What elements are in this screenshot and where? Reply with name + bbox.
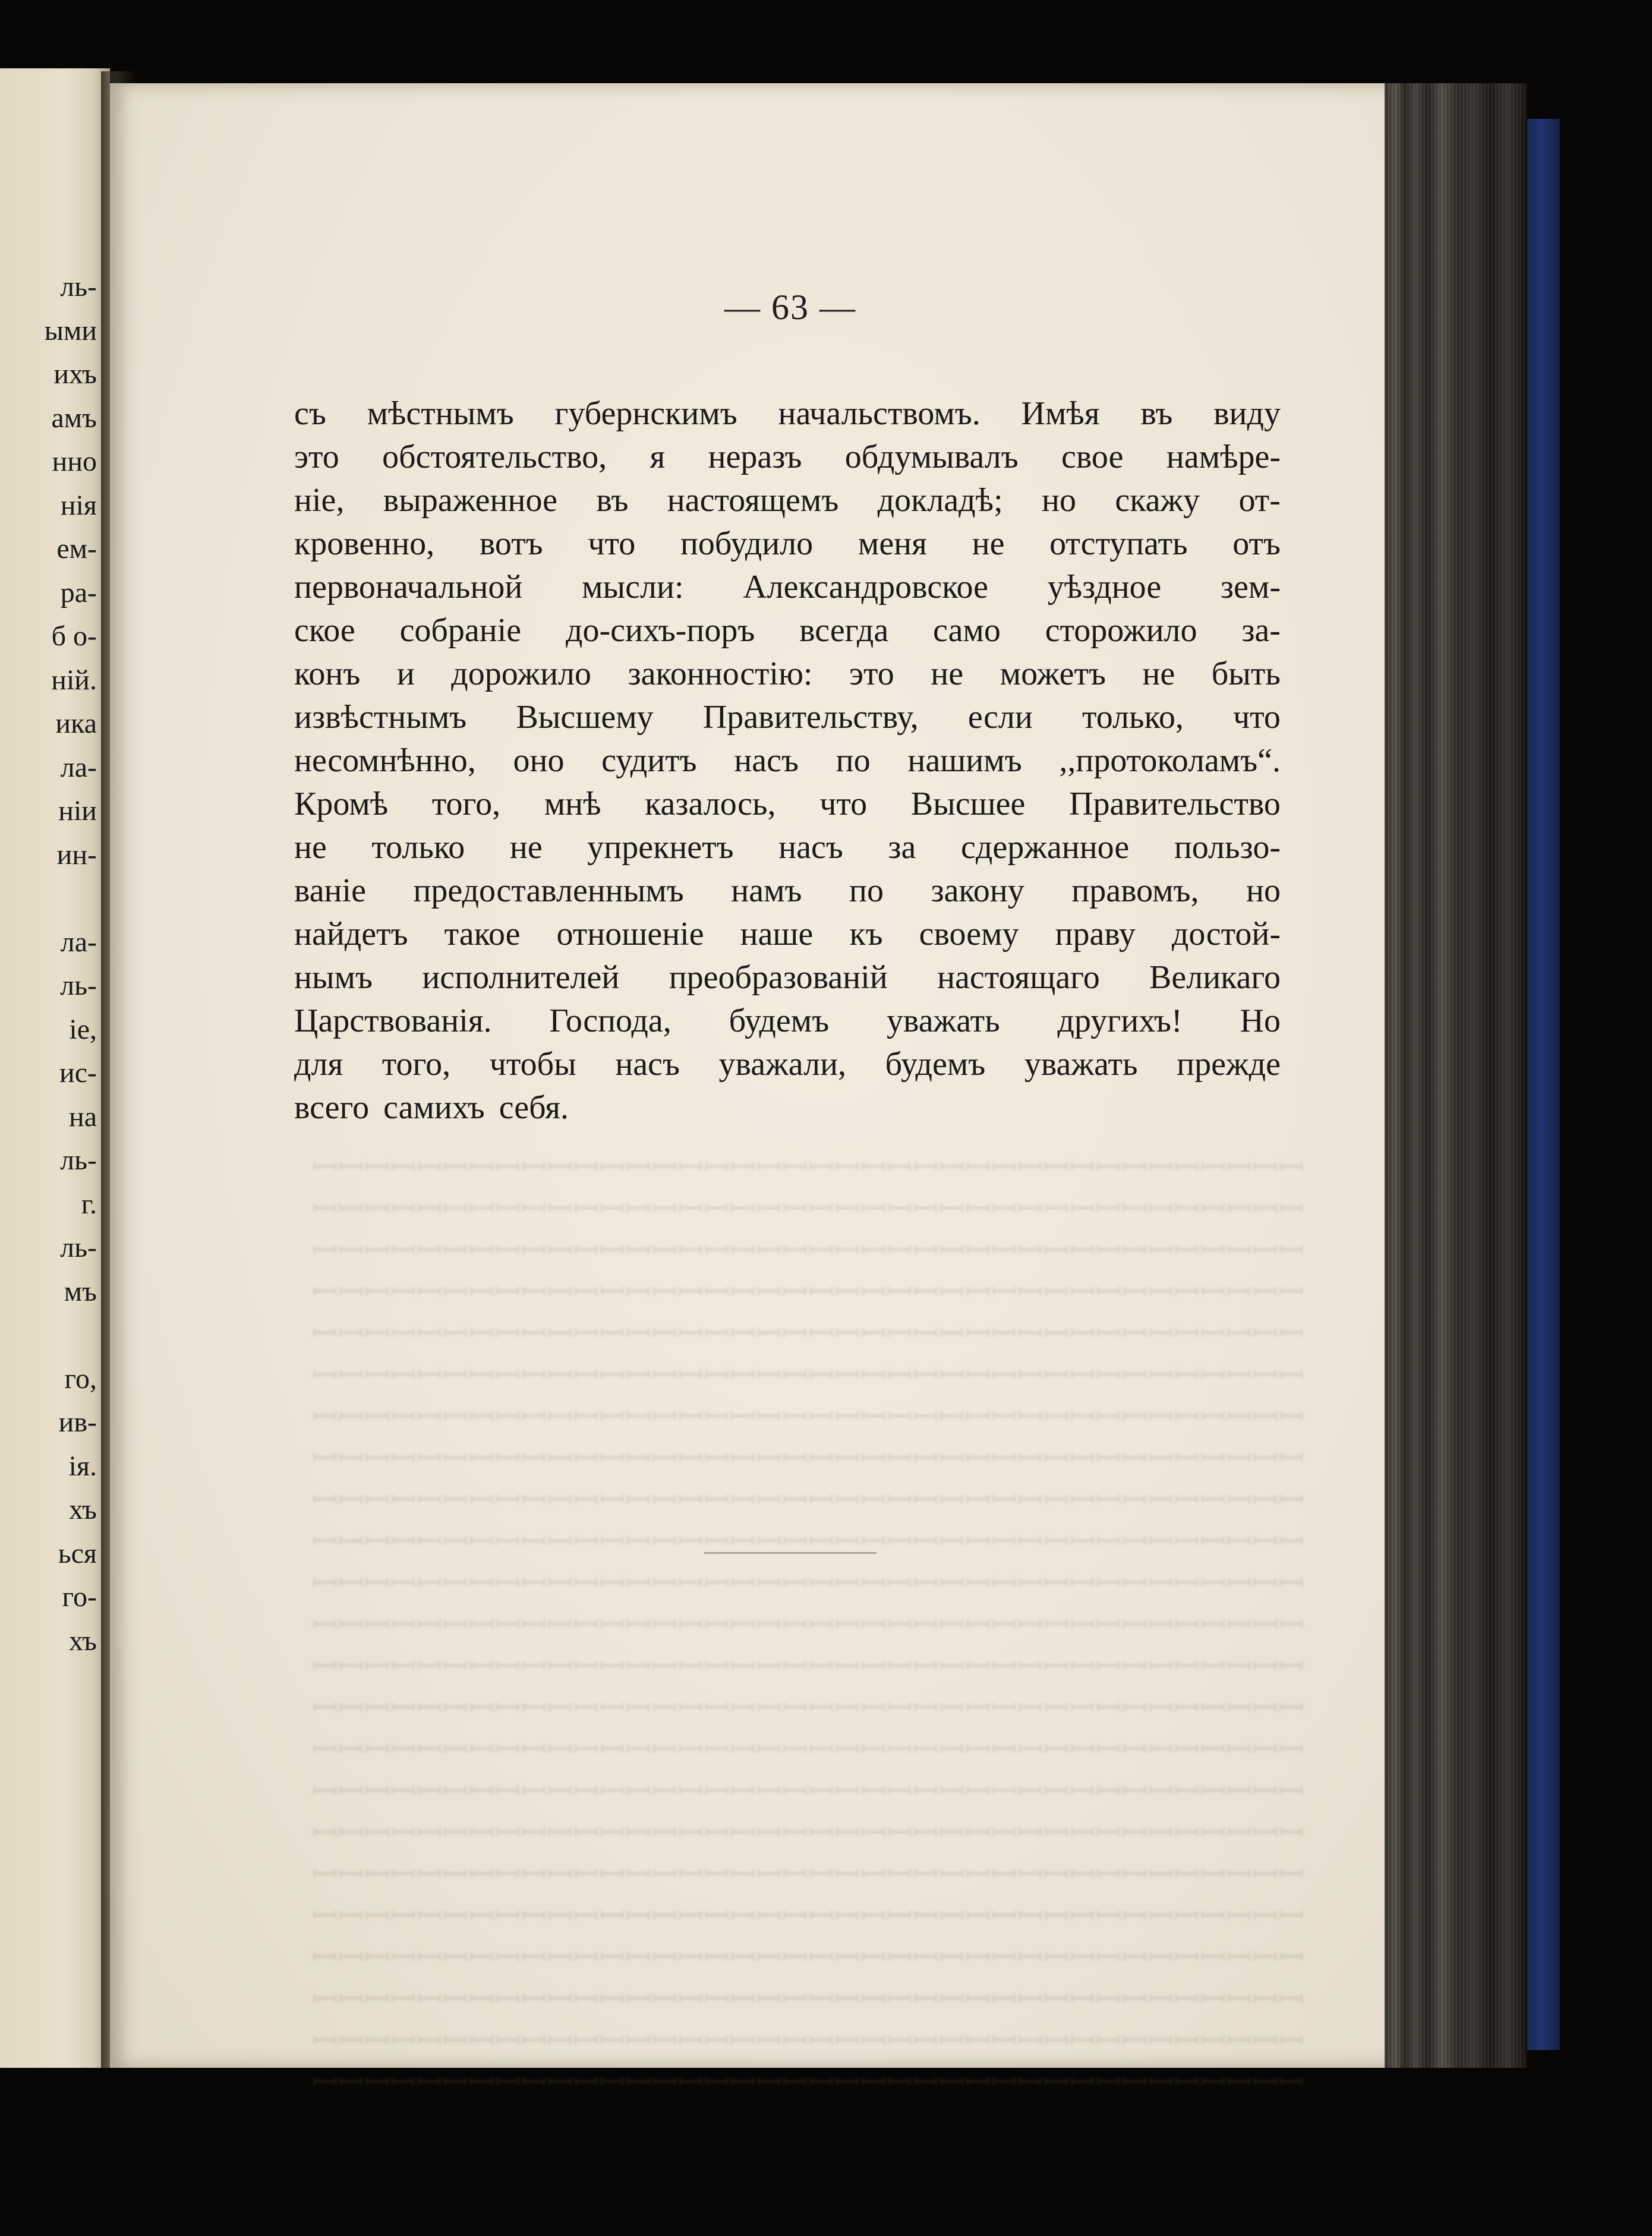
word: само	[933, 612, 1001, 649]
word: отношеніе	[556, 916, 704, 953]
left-page-fragment: ль-	[60, 970, 97, 1001]
word: Правительству,	[702, 699, 919, 736]
word: ское	[294, 612, 355, 649]
word: праву	[1055, 916, 1136, 953]
word: несомнѣнно,	[294, 742, 476, 779]
word: от-	[1238, 482, 1281, 519]
word: намѣре-	[1166, 439, 1281, 475]
left-page-fragment: на	[69, 1100, 97, 1133]
word: что	[819, 786, 868, 822]
word: настоящемъ	[667, 482, 839, 519]
word: Александровское	[743, 569, 988, 605]
word: дорожило	[451, 655, 591, 692]
text-line	[294, 522, 1281, 566]
word: но	[1042, 482, 1076, 519]
word: нашимъ	[907, 742, 1022, 779]
book-page-edges	[1385, 83, 1527, 2068]
word: собраніе	[399, 612, 522, 649]
text-line	[294, 479, 1281, 522]
left-page-fragment: ль-	[60, 1232, 97, 1263]
word: до-сихъ-поръ	[565, 612, 755, 649]
word: выраженное	[383, 482, 557, 519]
text-line	[294, 869, 1281, 913]
word: ,,протоколамъ“.	[1059, 742, 1281, 779]
word: настоящаго	[937, 959, 1100, 996]
word: себя.	[499, 1089, 569, 1126]
left-page-fragment: ль-	[60, 1144, 97, 1176]
left-page-fragment: б о-	[51, 620, 97, 652]
word: не	[972, 525, 1005, 562]
word: уважали,	[718, 1046, 847, 1083]
left-page-fragment: ин-	[56, 838, 97, 871]
word: это	[849, 655, 894, 692]
word: мысли:	[582, 569, 684, 605]
word: Господа,	[549, 1002, 671, 1039]
word: уважать	[887, 1002, 1000, 1039]
word: всегда	[799, 612, 889, 649]
word: свое	[1061, 439, 1124, 475]
word: это	[294, 439, 339, 475]
left-page-fragment: хъ	[69, 1494, 97, 1525]
word: судитъ	[601, 742, 697, 779]
word: сдержанное	[960, 829, 1130, 866]
word: не	[931, 655, 964, 692]
word: своему	[919, 916, 1019, 953]
word: я	[650, 439, 666, 475]
word: первоначальной	[294, 569, 523, 605]
word: за	[888, 829, 916, 866]
word: можетъ	[1000, 655, 1106, 692]
text-line	[294, 826, 1281, 869]
text-line	[294, 566, 1281, 609]
word: оно	[513, 742, 565, 779]
left-page-fragment: ис-	[59, 1057, 97, 1089]
left-page-fragment: нно	[52, 446, 97, 477]
word: насъ	[615, 1046, 680, 1083]
left-page-fragment: ихъ	[53, 358, 97, 390]
word: наше	[740, 916, 814, 953]
left-page-fragment: ься	[58, 1537, 97, 1569]
left-page-fragment: ика	[55, 708, 97, 739]
left-page-fragment: хъ	[69, 1625, 97, 1657]
text-line	[294, 1086, 1281, 1130]
text-line	[294, 913, 1281, 956]
word: не	[294, 829, 327, 866]
word: кровенно,	[294, 525, 435, 562]
bleed-through-rule	[704, 1552, 877, 1554]
word: правомъ,	[1071, 872, 1199, 909]
word: въ	[596, 482, 629, 519]
word: съ	[294, 395, 326, 432]
left-page-fragment: ив-	[58, 1406, 97, 1438]
left-page-fragment: ем-	[56, 533, 97, 564]
word: казалось,	[645, 786, 776, 822]
text-line	[294, 609, 1281, 652]
word: отступать	[1049, 525, 1188, 562]
word: найдетъ	[294, 916, 408, 953]
word: меня	[857, 525, 927, 562]
word: по	[836, 742, 871, 779]
word: въ	[1140, 395, 1173, 432]
word: за-	[1241, 612, 1281, 649]
left-page-fragment: ія.	[68, 1450, 97, 1482]
word: нымъ	[294, 959, 373, 996]
text-line	[294, 783, 1281, 826]
word: исполнителей	[422, 959, 620, 996]
left-page-fragment: іе,	[69, 1013, 97, 1045]
word: ваніе	[294, 872, 366, 909]
word: только	[371, 829, 465, 866]
word: уважать	[1024, 1046, 1138, 1083]
word: обстоятельство,	[382, 439, 607, 475]
text-line	[294, 999, 1281, 1043]
word: зем-	[1220, 569, 1281, 605]
word: уѣздное	[1047, 569, 1162, 605]
body-text	[294, 392, 1281, 1130]
word: Но	[1240, 1002, 1281, 1039]
word: не	[509, 829, 543, 866]
word: сторожило	[1045, 612, 1197, 649]
previous-page-edge	[0, 68, 110, 2068]
word: упрекнетъ	[587, 829, 734, 866]
left-page-fragment: ыми	[44, 314, 97, 346]
text-line	[294, 956, 1281, 999]
word: насъ	[778, 829, 843, 866]
word: виду	[1213, 395, 1281, 432]
word: закону	[931, 872, 1024, 909]
word: другихъ!	[1057, 1002, 1183, 1039]
word: такое	[444, 916, 521, 953]
word: Правительство	[1069, 786, 1281, 822]
word: скажу	[1115, 482, 1200, 519]
word: къ	[849, 916, 883, 953]
book-cover-edge	[1527, 119, 1560, 2050]
word: быть	[1211, 655, 1281, 692]
word: пользо-	[1174, 829, 1281, 866]
word: Великаго	[1149, 959, 1281, 996]
word: обдумывалъ	[844, 439, 1019, 475]
word: намъ	[731, 872, 802, 909]
text-line	[294, 392, 1281, 436]
word: Царствованія.	[294, 1002, 492, 1039]
word: что	[588, 525, 636, 562]
left-page-fragment: ній.	[51, 664, 97, 696]
word: отъ	[1232, 525, 1281, 562]
text-line	[294, 652, 1281, 696]
word: законностію:	[628, 655, 813, 692]
word: того,	[431, 786, 501, 822]
word: не	[1142, 655, 1175, 692]
word: того,	[382, 1046, 451, 1083]
word: Имѣя	[1021, 395, 1100, 432]
word: но	[1246, 872, 1281, 909]
text-line	[294, 1043, 1281, 1086]
text-line	[294, 739, 1281, 783]
word: Высшее	[910, 786, 1026, 822]
left-page-fragment: го,	[64, 1363, 97, 1395]
word: конъ	[294, 655, 361, 692]
word: неразъ	[708, 439, 802, 475]
word: вотъ	[479, 525, 543, 562]
word: Высшему	[516, 699, 654, 736]
word: насъ	[734, 742, 799, 779]
word: чтобы	[489, 1046, 576, 1083]
left-page-fragment: ра-	[60, 576, 97, 608]
left-page-fragment: ль-	[60, 271, 97, 302]
word: будемъ	[885, 1046, 986, 1083]
book-page	[110, 83, 1396, 2101]
word: только,	[1082, 699, 1184, 736]
left-page-fragment: ла-	[60, 751, 97, 783]
word: предоставленнымъ	[413, 872, 684, 909]
word: ніе,	[294, 482, 345, 519]
word: Кромѣ	[294, 786, 389, 822]
left-page-fragment: амъ	[51, 402, 97, 434]
word: будемъ	[729, 1002, 830, 1039]
word: для	[294, 1046, 343, 1083]
word: всего	[294, 1089, 370, 1126]
word: достой-	[1171, 916, 1281, 953]
word: и	[396, 655, 415, 692]
left-page-fragment: мъ	[64, 1275, 97, 1307]
left-page-fragment: ла-	[60, 926, 97, 958]
word: докладѣ;	[877, 482, 1003, 519]
word: начальствомъ.	[778, 395, 981, 432]
bleed-through-text: ꟷꟷꟷꟷꟷꟷꟷꟷꟷꟷꟷꟷꟷꟷꟷꟷꟷꟷꟷꟷꟷꟷꟷꟷꟷꟷꟷꟷꟷꟷꟷꟷꟷꟷꟷꟷꟷꟷ ꟷꟷꟷꟷꟷꟷꟷꟷꟷꟷꟷꟷꟷꟷꟷꟷꟷꟷꟷꟷꟷꟷꟷꟷꟷꟷꟷꟷꟷꟷꟷꟷꟷꟷꟷꟷꟷꟷ ꟷꟷꟷꟷꟷꟷꟷꟷꟷꟷꟷꟷꟷꟷꟷꟷꟷꟷꟷꟷꟷꟷꟷꟷꟷꟷꟷꟷꟷꟷꟷꟷꟷꟷꟷꟷꟷꟷ ꟷꟷꟷꟷꟷꟷꟷꟷꟷꟷꟷꟷꟷꟷꟷꟷꟷꟷꟷꟷꟷꟷꟷꟷꟷꟷꟷꟷꟷꟷꟷꟷꟷꟷꟷꟷꟷꟷ ꟷꟷꟷꟷꟷꟷꟷꟷꟷꟷꟷꟷꟷꟷꟷꟷꟷꟷꟷꟷꟷꟷꟷꟷꟷꟷꟷꟷꟷꟷꟷꟷꟷꟷꟷꟷꟷꟷ ꟷꟷꟷꟷꟷꟷꟷꟷꟷꟷꟷꟷꟷꟷꟷꟷꟷꟷꟷꟷꟷꟷꟷꟷꟷꟷꟷꟷꟷꟷꟷꟷꟷꟷꟷꟷꟷꟷ ꟷꟷꟷꟷꟷꟷꟷꟷꟷꟷꟷꟷꟷꟷꟷꟷꟷꟷꟷꟷꟷꟷꟷꟷꟷꟷꟷꟷꟷꟷꟷꟷꟷꟷꟷꟷꟷꟷ ꟷꟷꟷꟷꟷꟷꟷꟷꟷꟷꟷꟷꟷꟷꟷꟷꟷꟷꟷꟷꟷꟷꟷꟷꟷꟷꟷꟷꟷꟷꟷꟷꟷꟷꟷꟷꟷꟷ ꟷꟷꟷꟷꟷꟷꟷꟷꟷꟷꟷꟷꟷꟷꟷꟷꟷꟷꟷꟷꟷꟷꟷꟷꟷꟷꟷꟷꟷꟷꟷꟷꟷꟷꟷꟷꟷꟷ ꟷꟷꟷꟷꟷꟷꟷꟷꟷꟷꟷꟷꟷꟷꟷꟷꟷꟷꟷꟷꟷꟷꟷꟷꟷꟷꟷꟷꟷꟷꟷꟷꟷꟷꟷꟷꟷꟷ ꟷꟷꟷꟷꟷꟷꟷꟷꟷꟷꟷꟷꟷꟷꟷꟷꟷꟷꟷꟷꟷꟷꟷꟷꟷꟷꟷꟷꟷꟷꟷꟷꟷꟷꟷꟷꟷꟷ ꟷꟷꟷꟷꟷꟷꟷꟷꟷꟷꟷꟷꟷꟷꟷꟷꟷꟷꟷꟷꟷꟷꟷꟷꟷꟷꟷꟷꟷꟷꟷꟷꟷꟷꟷꟷꟷꟷ ꟷꟷꟷꟷꟷꟷꟷꟷꟷꟷꟷꟷꟷꟷꟷꟷꟷꟷꟷꟷꟷꟷꟷꟷꟷꟷꟷꟷꟷꟷꟷꟷꟷꟷꟷꟷꟷꟷ ꟷꟷꟷꟷꟷꟷꟷꟷꟷꟷꟷꟷꟷꟷꟷꟷꟷꟷꟷꟷꟷꟷꟷꟷꟷꟷꟷꟷꟷꟷꟷꟷꟷꟷꟷꟷꟷꟷ ꟷꟷꟷꟷꟷꟷꟷꟷꟷꟷꟷꟷꟷꟷꟷꟷꟷꟷꟷꟷꟷꟷꟷꟷꟷꟷꟷꟷꟷꟷꟷꟷꟷꟷꟷꟷꟷꟷ ꟷꟷꟷꟷꟷꟷꟷꟷꟷꟷꟷꟷꟷꟷꟷꟷꟷꟷꟷꟷꟷꟷꟷꟷꟷꟷꟷꟷꟷꟷꟷꟷꟷꟷꟷꟷꟷꟷ ꟷꟷꟷꟷꟷꟷꟷꟷꟷꟷꟷꟷꟷꟷꟷꟷꟷꟷꟷꟷꟷꟷꟷꟷꟷꟷꟷꟷꟷꟷꟷꟷꟷꟷꟷꟷꟷꟷ ꟷꟷꟷꟷꟷꟷꟷꟷꟷꟷꟷꟷꟷꟷꟷꟷꟷꟷꟷꟷꟷꟷꟷꟷꟷꟷꟷꟷꟷꟷꟷꟷꟷꟷꟷꟷꟷꟷ ꟷꟷꟷꟷꟷꟷꟷꟷꟷꟷꟷꟷꟷꟷꟷꟷꟷꟷꟷꟷꟷꟷꟷꟷꟷꟷꟷꟷꟷꟷꟷꟷꟷꟷꟷꟷꟷꟷ ꟷꟷꟷꟷꟷꟷꟷꟷꟷꟷꟷꟷꟷꟷꟷꟷꟷꟷꟷꟷꟷꟷꟷꟷꟷꟷꟷꟷꟷꟷꟷꟷꟷꟷꟷꟷꟷꟷ ꟷꟷꟷꟷꟷꟷꟷꟷꟷꟷꟷꟷꟷꟷꟷꟷꟷꟷꟷꟷꟷꟷꟷꟷꟷꟷꟷꟷꟷꟷꟷꟷꟷꟷꟷꟷꟷꟷ ꟷꟷꟷꟷꟷꟷꟷꟷꟷꟷꟷꟷꟷꟷꟷꟷꟷꟷꟷꟷꟷꟷꟷꟷꟷꟷꟷꟷꟷꟷꟷꟷꟷꟷꟷꟷꟷꟷ ꟷꟷꟷꟷꟷꟷꟷꟷꟷꟷꟷꟷꟷꟷꟷꟷꟷꟷꟷꟷꟷꟷꟷꟷꟷꟷꟷꟷꟷꟷꟷꟷꟷꟷꟷꟷꟷꟷ	[311, 1150, 1304, 2101]
text-line	[294, 696, 1281, 739]
word: прежде	[1177, 1046, 1281, 1083]
word: самихъ	[383, 1089, 485, 1126]
page-number: — 63 —	[724, 288, 856, 327]
left-page-fragment: г.	[81, 1188, 97, 1220]
word: по	[849, 872, 884, 909]
left-page-fragment: го-	[62, 1581, 97, 1613]
left-page-fragment: нія	[60, 489, 97, 521]
word: преобразованій	[669, 959, 888, 996]
word: побудило	[680, 525, 814, 562]
left-page-fragment: ніи	[58, 795, 97, 827]
text-line	[294, 436, 1281, 479]
word: губернскимъ	[554, 395, 737, 432]
word: что	[1233, 699, 1281, 736]
word: мнѣ	[544, 786, 601, 822]
word: мѣстнымъ	[367, 395, 514, 432]
word: если	[967, 699, 1033, 736]
word: извѣстнымъ	[294, 699, 467, 736]
